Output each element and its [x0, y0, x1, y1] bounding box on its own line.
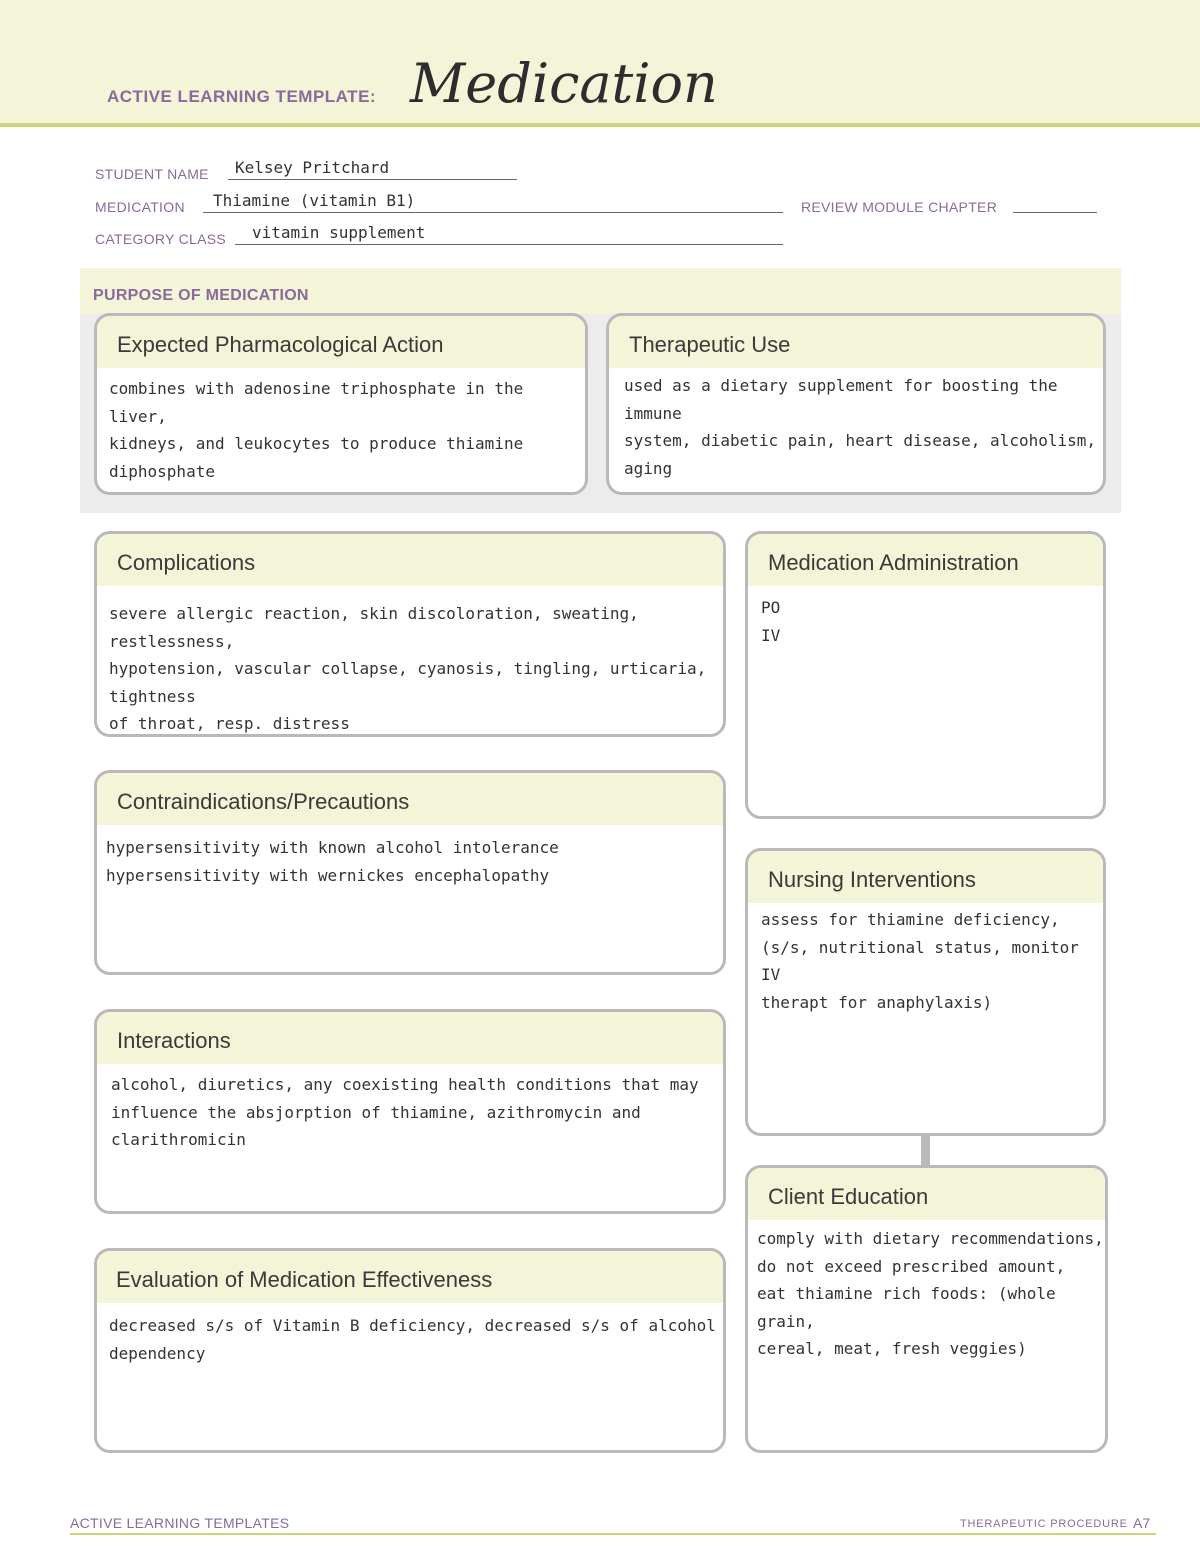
medication-field[interactable]: Thiamine (vitamin B1)	[213, 191, 416, 210]
template-label: ACTIVE LEARNING TEMPLATE:	[107, 87, 377, 106]
administration-card	[745, 531, 1106, 819]
nursing-title: Nursing Interventions	[768, 867, 976, 892]
category-class-field[interactable]: vitamin supplement	[252, 223, 426, 242]
page-title: Medication	[410, 52, 718, 115]
contraindications-card	[94, 770, 726, 975]
complications-title: Complications	[117, 550, 256, 575]
nursing-text[interactable]: assess for thiamine deficiency, (s/s, nutritional status, monitor IV therapt for anaphylaxis)	[761, 910, 1079, 1012]
therapeutic-use-title: Therapeutic Use	[629, 332, 791, 357]
contraindications-text[interactable]: hypersensitivity with known alcohol intolerance hypersensitivity with wernickes encephalopathy	[106, 838, 559, 885]
complications-text[interactable]: severe allergic reaction, skin discoloration, sweating, restlessness, hypotension, vascular collapse, cyanosis, tingling, urticaria, tightness of throat, resp. distress	[109, 604, 707, 733]
interactions-text[interactable]: alcohol, diuretics, any coexisting health conditions that may influence the absjorption of thiamine, azithromycin and clarithromicin	[111, 1075, 699, 1149]
nursing-card	[745, 848, 1106, 1136]
review-module-line	[1013, 199, 1097, 213]
therapeutic-use-text[interactable]: used as a dietary supplement for boosting the immune system, diabetic pain, heart disease, alcoholism, aging	[624, 376, 1097, 478]
footer-right-label: THERAPEUTIC PROCEDURE	[960, 1518, 1128, 1530]
contraindications-title: Contraindications/Precautions	[117, 789, 410, 814]
review-module-label: REVIEW MODULE CHAPTER	[801, 199, 998, 215]
education-card	[745, 1165, 1108, 1453]
interactions-title: Interactions	[117, 1028, 231, 1053]
footer-rule	[70, 1533, 1156, 1535]
student-name-field[interactable]: Kelsey Pritchard	[235, 158, 390, 177]
evaluation-title: Evaluation of Medication Effectiveness	[116, 1267, 493, 1292]
evaluation-text[interactable]: decreased s/s of Vitamin B deficiency, decreased s/s of alcohol dependency	[109, 1316, 716, 1363]
student-name-label: STUDENT NAME	[95, 166, 209, 182]
evaluation-card	[94, 1248, 726, 1453]
medication-label: MEDICATION	[95, 199, 185, 215]
purpose-label: PURPOSE OF MEDICATION	[93, 287, 309, 304]
interactions-card	[94, 1009, 726, 1214]
category-class-label: CATEGORY CLASS	[95, 231, 227, 247]
expected-action-text[interactable]: combines with adenosine triphosphate in the liver, kidneys, and leukocytes to produce thiamine diphosphate	[109, 379, 524, 481]
administration-text[interactable]: PO IV	[761, 598, 781, 645]
footer-left-label: ACTIVE LEARNING TEMPLATES	[70, 1515, 290, 1531]
education-title: Client Education	[768, 1184, 929, 1209]
education-text[interactable]: comply with dietary recommendations, do not exceed prescribed amount, eat thiamine rich foods: (whole grain, cereal, meat, fresh veggies)	[757, 1229, 1104, 1358]
administration-title: Medication Administration	[768, 550, 1019, 575]
header-rule	[0, 123, 1200, 127]
expected-action-title: Expected Pharmacological Action	[117, 332, 444, 357]
therapeutic-use-card	[606, 313, 1106, 495]
page-number: A7	[1133, 1515, 1151, 1531]
connector-line	[921, 1133, 930, 1167]
expected-action-card	[94, 313, 588, 495]
complications-card	[94, 531, 726, 737]
